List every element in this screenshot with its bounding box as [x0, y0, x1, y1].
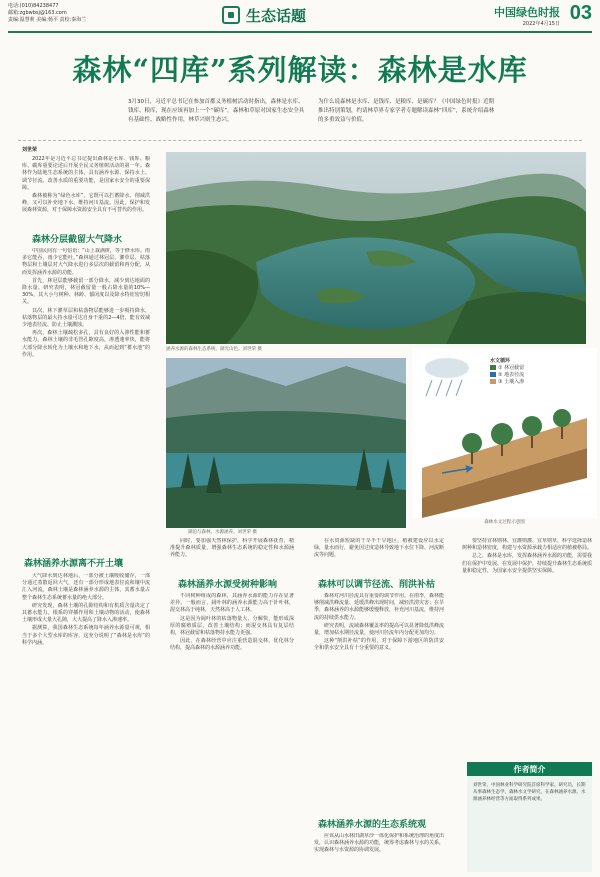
bottom-photo-caption: 湖泊与森林，水源涵养。刘世荣 摄 — [188, 530, 257, 535]
paragraph: 应该从山水林田湖草沙一体化保护和系统治理的角度出发，认识森林涵养水源的功能，统筹考虑森林与水的关系，实现森林与水资源的协调发展。 — [314, 833, 444, 854]
section-logo-icon — [222, 6, 240, 24]
paragraph: 据测算，我国森林生态系统每年涵养水源量可观，相当于多个大型水库的库容，这充分说明了“森林是水库”的科学内涵。 — [22, 625, 150, 646]
author-info-box — [467, 762, 592, 872]
author-byline: 刘世荣 — [22, 147, 38, 153]
col1-section2 — [22, 573, 150, 868]
legend-item — [490, 365, 524, 372]
subhead-4: 森林可以调节径流、削洪补枯 — [318, 580, 436, 590]
lead-left: 3月30日，习近平总书记在参加首都义务植树活动时指出，森林是水库、钱库、粮库，现在应该再加上一个“碳库”。森林和草原对国家生态安全具有基础性、战略性作用，林草兴则生态兴。 — [128, 99, 305, 123]
top-photo-caption: 涵养水源的森林生态系统，湖光山色。刘世荣 摄 — [166, 347, 262, 352]
legend-label: ① 林冠截留 — [498, 365, 525, 371]
paragraph: 森林被称为“绿色水库”。它既可以拦蓄降水、削减洪峰，又可以补充地下水、维持河川基流。因此，保护和发展森林资源，对于保障水资源安全具有不可替代的作用。 — [22, 193, 150, 214]
paragraph: 研究表明，流域森林覆盖率的提高可以显著降低洪峰流量，增加枯水期径流量，使河川径流年内分配更加均匀。 — [314, 622, 444, 637]
main-title: 森林“四库”系列解读：森林是水库 — [72, 53, 528, 87]
diagram-caption: 森林水文过程示意图 — [484, 520, 525, 525]
paragraph: 在水资源短缺的干旱半干旱地区，植被建设应以水定绿，量水而行，避免因过度造林导致地下水位下降、河流断流等问题。 — [314, 538, 444, 559]
col2-section3 — [170, 593, 294, 871]
header-rule — [8, 31, 592, 33]
diagram-legend — [490, 358, 524, 386]
paragraph: 再次，森林土壤疏松多孔，具有良好的入渗性能和蓄水能力。森林土壤的非毛管孔隙度高，渗透速率快，能将大部分降水转化为土壤水和地下水，从而起到“蓄水池”的作用。 — [22, 330, 150, 358]
legend-item — [490, 372, 524, 379]
subhead-1: 森林分层截留大气降水 — [32, 235, 123, 245]
paragraph: 其次，林下灌草层和枯落物层能够进一步吸持降水，枯落物层的最大持水量可达自身干重的2—4倍，能有效减少地表径流、防止土壤溅蚀。 — [22, 307, 150, 329]
paragraph: 要坚持宜林则林、宜灌则灌、宜草则草，科学选择造林树种和造林密度，构建与水资源承载力相适应的植被格局。 — [462, 538, 592, 552]
author-box-text: 刘世荣，中国林业科学研究院首席科学家、研究员，长期从事森林生态学、森林水文学研究，在森林涵养水源、水源涵养林经营等方面取得系列成果。 — [473, 783, 586, 802]
paragraph: 同时，要加强天然林保护，科学开展森林抚育，精准提升森林质量，增强森林生态系统的稳定性和水源涵养能力。 — [170, 538, 294, 559]
email-text: 邮箱:zgbwbsj@163.com — [8, 10, 67, 16]
col1-intro — [22, 156, 150, 218]
editors-text: 责编:温慧莉 美编:杨平 责校:秦海兰 — [8, 17, 87, 23]
section-name: 生态话题 — [246, 6, 307, 25]
issue-date: 2022年4月15日 — [522, 21, 560, 27]
paper-name: 中国绿色时报 — [494, 6, 560, 19]
page-number: 03 — [569, 2, 592, 24]
paragraph: 首先，林冠层能够截留一部分降水，减少到达地面的降水量。研究表明，林冠截留量一般占降水量的10%—30%，其大小与树种、林龄、郁闭度以及降水特征密切相关。 — [22, 277, 150, 306]
paragraph: 这种“削洪补枯”的作用，对于保障下游地区的防洪安全和供水安全具有十分重要的意义。 — [314, 638, 444, 652]
contact-info — [8, 3, 86, 24]
col1-section1 — [22, 248, 150, 550]
lake-forest-photo — [166, 152, 586, 344]
legend-item — [490, 379, 524, 386]
section-label — [222, 5, 306, 25]
paragraph: 总之，森林是水库，发挥森林涵养水源的功能，需要我们在保护中发展、在发展中保护，持续提升森林生态系统质量和稳定性，为国家水安全提供坚实保障。 — [462, 553, 592, 574]
paragraph: 研究发现，森林土壤的孔隙结构和有机质含量决定了其蓄水能力。根系的穿插作用和土壤动物的活动，使森林土壤形成大量大孔隙，大大提高了降水入渗速率。 — [22, 602, 150, 624]
paragraph: 因此，在森林经营中应注重营造混交林，优化林分结构，提高森林的水源涵养功能。 — [170, 638, 294, 652]
subhead-5: 森林涵养水源的生态系统观 — [318, 820, 427, 830]
alpine-lake-photo — [166, 358, 406, 528]
legend-label: ② 地表径流 — [498, 372, 525, 378]
subhead-2: 森林涵养水源离不开土壤 — [24, 559, 124, 569]
phone-text: 电话:(010)84238477 — [8, 3, 59, 9]
page-header — [0, 0, 600, 32]
col3-section4 — [314, 593, 444, 803]
author-box-title: 作者简介 — [467, 762, 592, 776]
paragraph: 这是因为阔叶林的枯落物量大、分解快，能形成深厚的腐殖质层，改善土壤结构；而混交林具有复层结构，林冠截留和枯落物持水能力更强。 — [170, 615, 294, 637]
paragraph: 森林对河川径流具有重要的调节作用。在雨季，森林能够削减洪峰流量、延缓洪峰出现时间，减轻洪涝灾害；在旱季，森林涵养的水源能够缓慢释放，补充河川基流，维持河流的持续供水能力。 — [314, 593, 444, 621]
legend-label: ③ 土壤入渗 — [498, 379, 525, 385]
subhead-3: 森林涵养水源受树种影响 — [178, 580, 278, 590]
lead-right: 为什么说森林是水库、是钱库、是粮库、是碳库？《中国绿色时报》近期推出特别策划，约请林草界专家学者专题解读森林“四库”，系统介绍森林的多重效益与价值。 — [318, 99, 495, 123]
paragraph: 2022年是习近平总书记提出森林是水库、钱库、粮库、碳库重要论述后开展全民义务植树活动的第一年。森林作为陆地生态系统的主体，具有涵养水源、保持水土、调节径流、改善水质的重要功能，是国家水安全的重要保障。 — [22, 156, 150, 191]
paragraph: 大气降水到达林地后，一部分被土壤吸收储存，一部分通过蒸散返回大气，还有一部分形成地表径流和壤中流汇入河流。森林土壤是森林涵养水源的主体，其蓄水量占整个森林生态系统蓄水量的绝大部分。 — [22, 573, 150, 601]
paragraph: 中国民间有一句俗语：“山上栽满树，等于修水库。雨多它能吞，雨少它能吐。”森林通过林冠层、灌草层、枯落物层和土壤层对大气降水进行多层次的截留和再分配，从而发挥涵养水源的功能。 — [22, 248, 150, 276]
lead-divider — [18, 140, 582, 141]
hydrology-diagram — [412, 348, 597, 518]
col4-text — [462, 538, 592, 758]
col3-lead — [314, 538, 444, 574]
col2-lead — [170, 538, 294, 574]
legend-title: 水文循环 — [490, 358, 511, 364]
paragraph: 不同树种组成的森林，其涵养水源的能力存在显著差异。一般而言，阔叶林的涵养水源能力高于针叶林，混交林高于纯林，天然林高于人工林。 — [170, 593, 294, 614]
col3-section5 — [314, 833, 444, 871]
